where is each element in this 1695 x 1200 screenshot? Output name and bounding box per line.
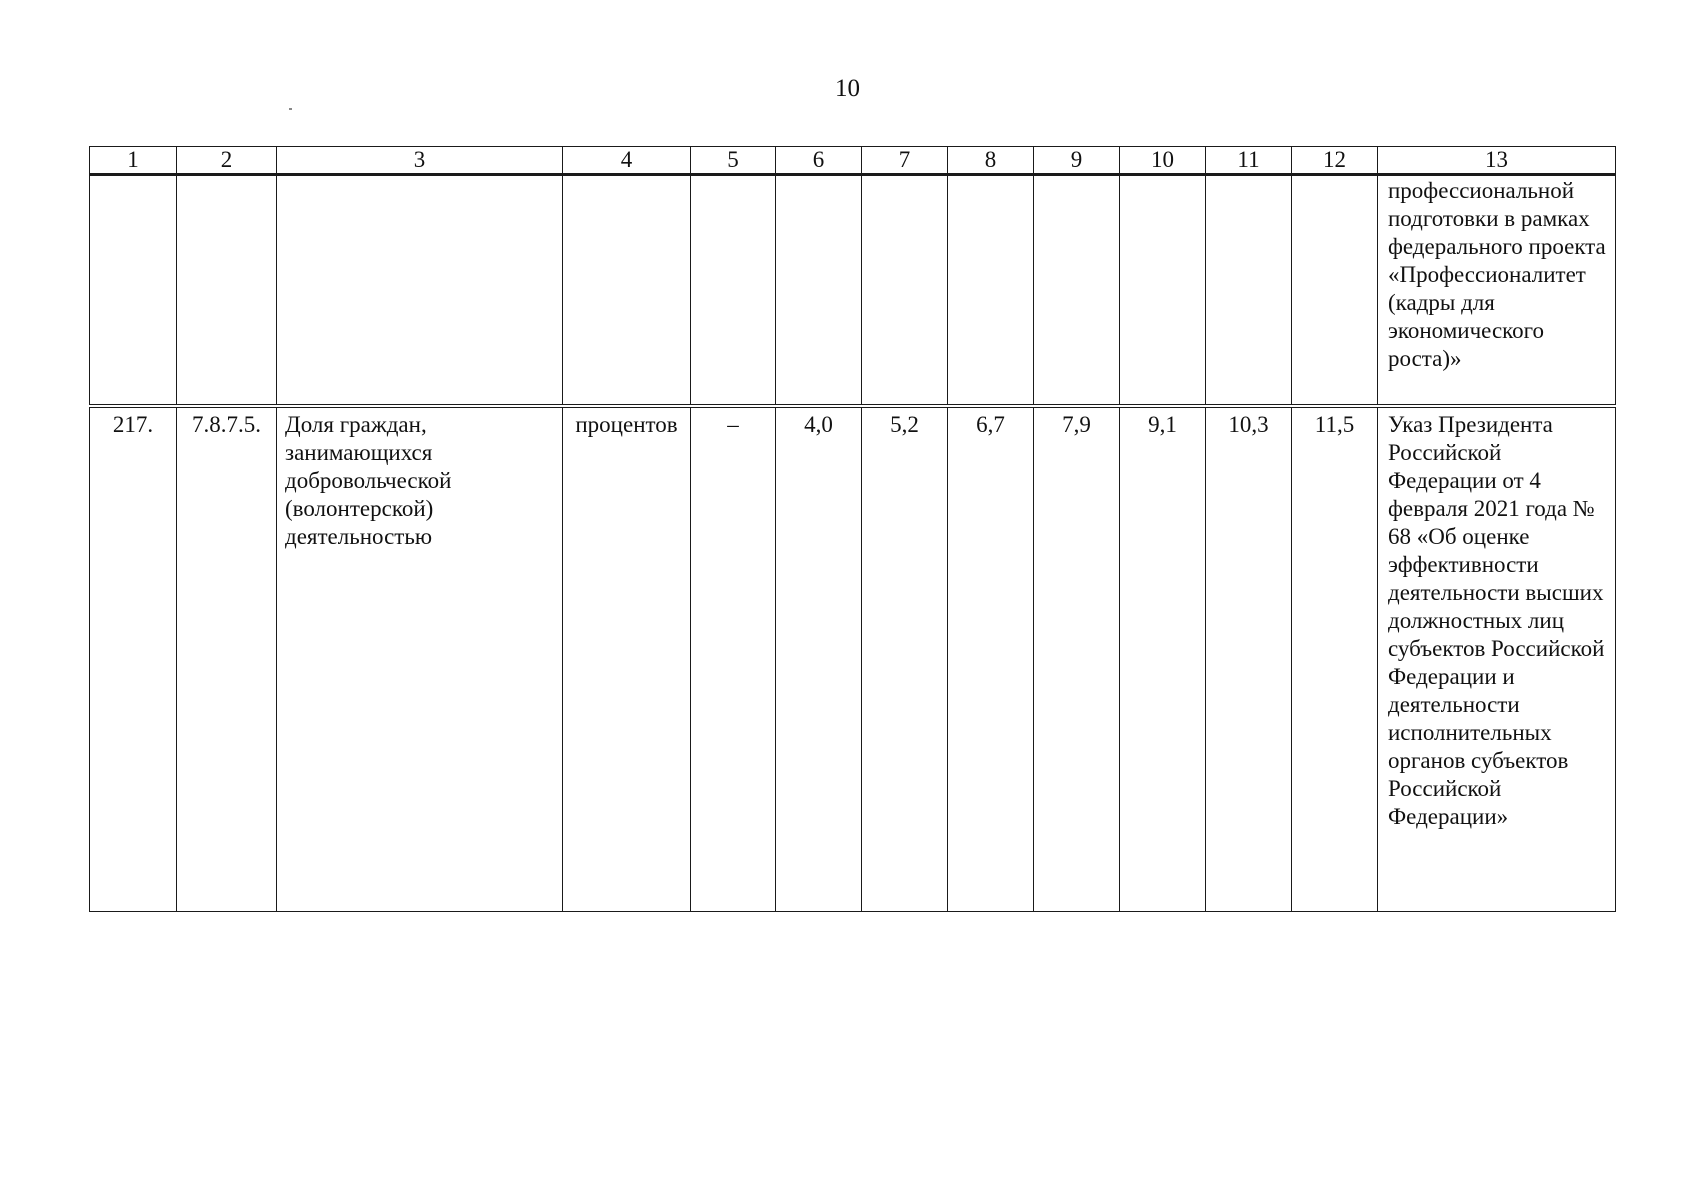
row-number-cell: 217. <box>90 408 177 912</box>
year-value-cell: 5,2 <box>862 408 948 912</box>
column-number-header: 3 <box>277 147 563 175</box>
empty-cell <box>277 175 563 405</box>
column-number-header: 11 <box>1206 147 1292 175</box>
column-number-header: 6 <box>776 147 862 175</box>
empty-cell <box>1292 175 1378 405</box>
empty-cell <box>862 175 948 405</box>
year-value-cell: 10,3 <box>1206 408 1292 912</box>
base-value-cell: – <box>691 408 776 912</box>
empty-cell <box>563 175 691 405</box>
empty-cell <box>776 175 862 405</box>
continuation-basis-cell: профессиональной подготовки в рамках федерального проекта «Профессионалитет (кадры для экономического роста)» <box>1378 175 1616 405</box>
empty-cell <box>1034 175 1120 405</box>
column-number-header: 7 <box>862 147 948 175</box>
empty-cell <box>90 175 177 405</box>
column-number-header: 2 <box>177 147 277 175</box>
column-number-header: 13 <box>1378 147 1616 175</box>
unit-cell: процентов <box>563 408 691 912</box>
empty-cell <box>691 175 776 405</box>
empty-cell <box>948 175 1034 405</box>
scan-artifact <box>289 108 292 110</box>
column-number-header: 8 <box>948 147 1034 175</box>
column-number-header: 9 <box>1034 147 1120 175</box>
table-row <box>90 408 1616 912</box>
column-number-header: 10 <box>1120 147 1206 175</box>
year-value-cell: 11,5 <box>1292 408 1378 912</box>
indicator-code-cell: 7.8.7.5. <box>177 408 277 912</box>
page-number: 10 <box>835 75 860 102</box>
empty-cell <box>177 175 277 405</box>
empty-cell <box>1206 175 1292 405</box>
year-value-cell: 7,9 <box>1034 408 1120 912</box>
year-value-cell: 4,0 <box>776 408 862 912</box>
column-number-header: 4 <box>563 147 691 175</box>
indicator-name-cell: Доля граждан, занимающихся добровольческой (волонтерской) деятельностью <box>277 408 563 912</box>
continuation-row <box>90 175 1616 405</box>
indicators-table <box>89 146 1616 912</box>
empty-cell <box>1120 175 1206 405</box>
column-number-header: 5 <box>691 147 776 175</box>
basis-document-cell: Указ Президента Российской Федерации от 4 февраля 2021 года № 68 «Об оценке эффективности деятельности высших должностных лиц субъектов Российской Федерации и деятельности исполнительных органов субъектов Российской Федерации» <box>1378 408 1616 912</box>
column-number-header: 1 <box>90 147 177 175</box>
year-value-cell: 6,7 <box>948 408 1034 912</box>
column-number-header: 12 <box>1292 147 1378 175</box>
column-numbers-row <box>90 147 1616 175</box>
year-value-cell: 9,1 <box>1120 408 1206 912</box>
